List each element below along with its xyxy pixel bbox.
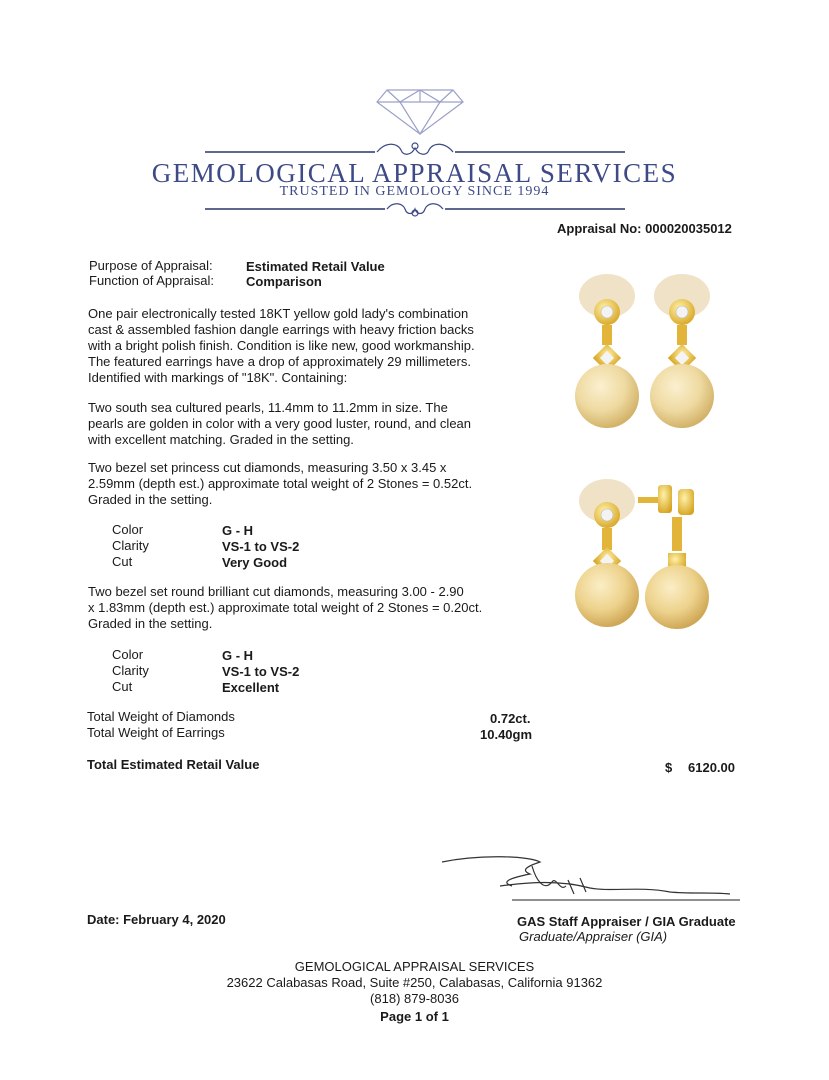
grade-value-clarity: VS-1 to VS-2: [222, 539, 300, 554]
appraiser-subtitle: Graduate/Appraiser (GIA): [519, 929, 668, 944]
pearls-line: pearls are golden in color with a very good luster, round, and clean: [88, 416, 472, 431]
round-line: Two bezel set round brilliant cut diamonds, measuring 3.00 - 2.90: [88, 584, 464, 599]
grade-label-cut: Cut: [112, 554, 133, 569]
currency-symbol: $: [665, 760, 673, 775]
footer-phone: (818) 879-8036: [370, 991, 459, 1006]
appraiser-signature: [440, 852, 740, 908]
page-number: Page 1 of 1: [380, 1009, 449, 1024]
function-value: Comparison: [246, 274, 322, 289]
purpose-label: Purpose of Appraisal:: [89, 258, 213, 273]
earrings-front-photo: [560, 268, 730, 438]
earrings-side-photo: [560, 475, 730, 635]
appraiser-title: GAS Staff Appraiser / GIA Graduate: [517, 914, 736, 929]
princess-diamonds-paragraph: [88, 460, 508, 508]
princess-line: Two bezel set princess cut diamonds, measuring 3.50 x 3.45 x: [88, 460, 447, 475]
grade-label-clarity: Clarity: [112, 663, 149, 678]
description-line: The featured earrings have a drop of approximately 29 millimeters.: [88, 354, 471, 369]
grade-value-color: G - H: [222, 648, 254, 663]
total-retail-value: 6120.00: [688, 760, 735, 775]
description-line: One pair electronically tested 18KT yellow gold lady's combination: [88, 306, 469, 321]
pearls-line: Two south sea cultured pearls, 11.4mm to 11.2mm in size. The: [88, 400, 448, 415]
appraisal-number: Appraisal No: 000020035012: [557, 221, 732, 236]
description-line: with a bright polish finish. Condition is like new, good workmanship.: [88, 338, 475, 353]
appraisal-date: Date: February 4, 2020: [87, 912, 226, 927]
total-diamonds-label: Total Weight of Diamonds: [87, 709, 235, 724]
company-logo-title: GEMOLOGICAL APPRAISAL SERVICES: [151, 158, 678, 188]
grade-value-cut: Very Good: [222, 555, 288, 570]
grade-value-clarity: VS-1 to VS-2: [222, 664, 300, 679]
princess-line: Graded in the setting.: [88, 492, 213, 507]
description-line: cast & assembled fashion dangle earrings with heavy friction backs: [88, 322, 474, 337]
grade-label-color: Color: [112, 522, 144, 537]
total-diamonds-value: 0.72ct.: [490, 711, 531, 726]
purpose-value: Estimated Retail Value: [246, 259, 385, 274]
round-line: x 1.83mm (depth est.) approximate total weight of 2 Stones = 0.20ct.: [88, 600, 483, 615]
total-earrings-value: 10.40gm: [480, 727, 533, 742]
company-tagline: TRUSTED IN GEMOLOGY SINCE 1994: [279, 184, 550, 199]
top-flourish-divider: [205, 138, 625, 160]
description-paragraph: [88, 306, 508, 386]
grade-label-cut: Cut: [112, 679, 133, 694]
grade-label-clarity: Clarity: [112, 538, 149, 553]
footer-company: GEMOLOGICAL APPRAISAL SERVICES: [294, 959, 535, 974]
princess-line: 2.59mm (depth est.) approximate total weight of 2 Stones = 0.52ct.: [88, 476, 473, 491]
grade-value-cut: Excellent: [222, 680, 280, 695]
description-line: Identified with markings of "18K". Containing:: [88, 370, 348, 385]
grade-value-color: G - H: [222, 523, 254, 538]
pearls-line: with excellent matching. Graded in the setting.: [88, 432, 354, 447]
bottom-flourish-divider: [205, 199, 625, 221]
diamond-logo-icon: [375, 84, 465, 136]
function-label: Function of Appraisal:: [89, 273, 215, 288]
round-diamonds-paragraph: [88, 584, 508, 632]
round-line: Graded in the setting.: [88, 616, 213, 631]
pearls-paragraph: [88, 400, 508, 448]
total-retail-label: Total Estimated Retail Value: [87, 757, 260, 772]
footer-address: 23622 Calabasas Road, Suite #250, Calabasas, California 91362: [226, 975, 603, 990]
grade-label-color: Color: [112, 647, 144, 662]
total-earrings-label: Total Weight of Earrings: [87, 725, 225, 740]
